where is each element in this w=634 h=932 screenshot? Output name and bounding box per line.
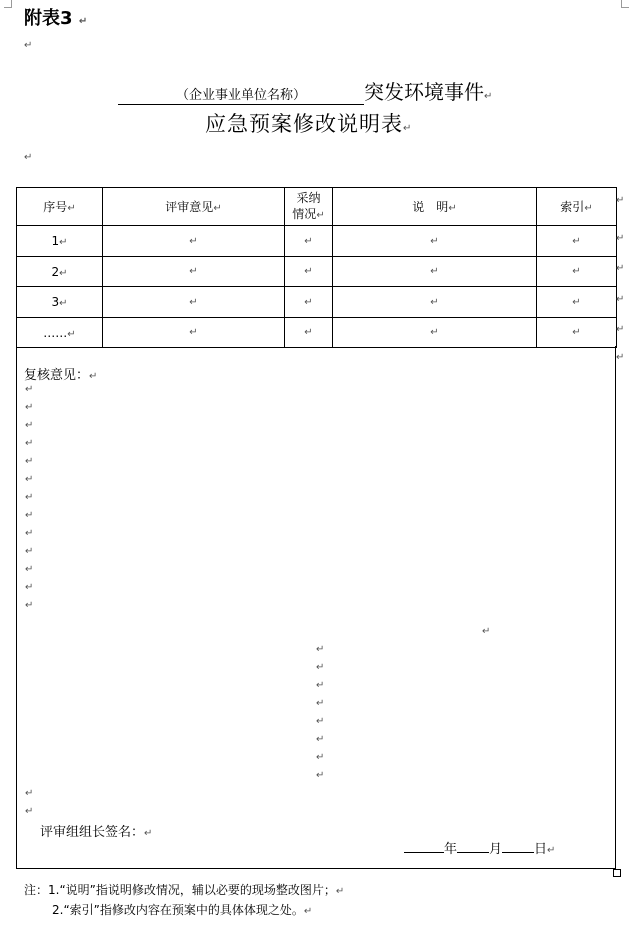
paragraph-mark: ↵ bbox=[25, 582, 34, 593]
table-row: ……↵ ↵ ↵ ↵ ↵ bbox=[17, 318, 617, 348]
note-2: 2.“索引”指修改内容在预案中的具体体现之处。↵ bbox=[52, 903, 313, 917]
appendix-label: 附表3 ↵ bbox=[24, 8, 88, 29]
table-row: 3↵ ↵ ↵ ↵ ↵ bbox=[17, 287, 617, 318]
paragraph-mark: ↵ bbox=[316, 752, 325, 763]
paragraph-mark: ↵ bbox=[24, 40, 33, 51]
row-end-mark: ↵ bbox=[616, 263, 625, 274]
row-end-mark: ↵ bbox=[616, 352, 625, 363]
paragraph-mark: ↵ bbox=[25, 528, 34, 539]
paragraph-mark: ↵ bbox=[316, 680, 325, 691]
paragraph-mark: ↵ bbox=[25, 600, 34, 611]
row-end-mark: ↵ bbox=[616, 233, 625, 244]
paragraph-mark: ↵ bbox=[25, 402, 34, 413]
document-title-line1: （企业事业单位名称） 突发环境事件↵ bbox=[118, 76, 492, 105]
table-row: 2↵ ↵ ↵ ↵ ↵ bbox=[17, 257, 617, 287]
org-name-placeholder: （企业事业单位名称） bbox=[118, 84, 364, 105]
review-box bbox=[16, 346, 616, 869]
col-header-adoption: 采纳 情况↵ bbox=[285, 188, 333, 226]
paragraph-mark: ↵ bbox=[25, 384, 34, 395]
paragraph-mark: ↵ bbox=[25, 564, 34, 575]
paragraph-mark: ↵ bbox=[25, 474, 34, 485]
note-1: 注：1.“说明”指说明修改情况，辅以必要的现场整改图片；↵ bbox=[24, 883, 345, 897]
row-end-mark: ↵ bbox=[616, 195, 625, 206]
page-corner-mark bbox=[4, 0, 12, 8]
paragraph-mark: ↵ bbox=[25, 492, 34, 503]
paragraph-mark: ↵ bbox=[316, 734, 325, 745]
table-header-row bbox=[17, 188, 617, 226]
signature-label: 评审组组长签名：↵ bbox=[40, 825, 153, 840]
paragraph-mark: ↵ bbox=[25, 438, 34, 449]
col-header-explanation: 说 明↵ bbox=[333, 188, 537, 226]
row-serial: 3 bbox=[51, 295, 60, 309]
table-resize-handle[interactable] bbox=[613, 869, 621, 877]
row-end-mark: ↵ bbox=[616, 294, 625, 305]
paragraph-mark: ↵ bbox=[316, 698, 325, 709]
row-end-mark: ↵ bbox=[616, 324, 625, 335]
paragraph-mark: ↵ bbox=[482, 626, 491, 637]
col-header-index: 索引↵ bbox=[537, 188, 617, 226]
row-serial: 2 bbox=[51, 264, 60, 279]
table-row: 1↵ ↵ ↵ ↵ ↵ bbox=[17, 226, 617, 257]
paragraph-mark: ↵ bbox=[24, 152, 33, 163]
paragraph-mark: ↵ bbox=[25, 420, 34, 431]
row-serial: …… bbox=[43, 325, 68, 340]
paragraph-mark: ↵ bbox=[316, 716, 325, 727]
row-serial: 1 bbox=[51, 234, 60, 248]
paragraph-mark: ↵ bbox=[25, 788, 34, 799]
paragraph-mark: ↵ bbox=[25, 510, 34, 521]
paragraph-mark: ↵ bbox=[25, 806, 34, 817]
col-header-serial: 序号↵ bbox=[17, 188, 103, 226]
revision-table bbox=[16, 187, 617, 348]
document-title-line2: 应急预案修改说明表↵ bbox=[205, 112, 413, 136]
paragraph-mark: ↵ bbox=[25, 546, 34, 557]
page-corner-mark bbox=[621, 0, 629, 8]
paragraph-mark: ↵ bbox=[316, 644, 325, 655]
date-line: 年 月 日↵ bbox=[404, 838, 555, 857]
review-opinion-label: 复核意见：↵ bbox=[24, 368, 98, 383]
paragraph-mark: ↵ bbox=[316, 662, 325, 673]
paragraph-mark: ↵ bbox=[316, 770, 325, 781]
col-header-opinion: 评审意见↵ bbox=[103, 188, 285, 226]
paragraph-mark: ↵ bbox=[25, 456, 34, 467]
